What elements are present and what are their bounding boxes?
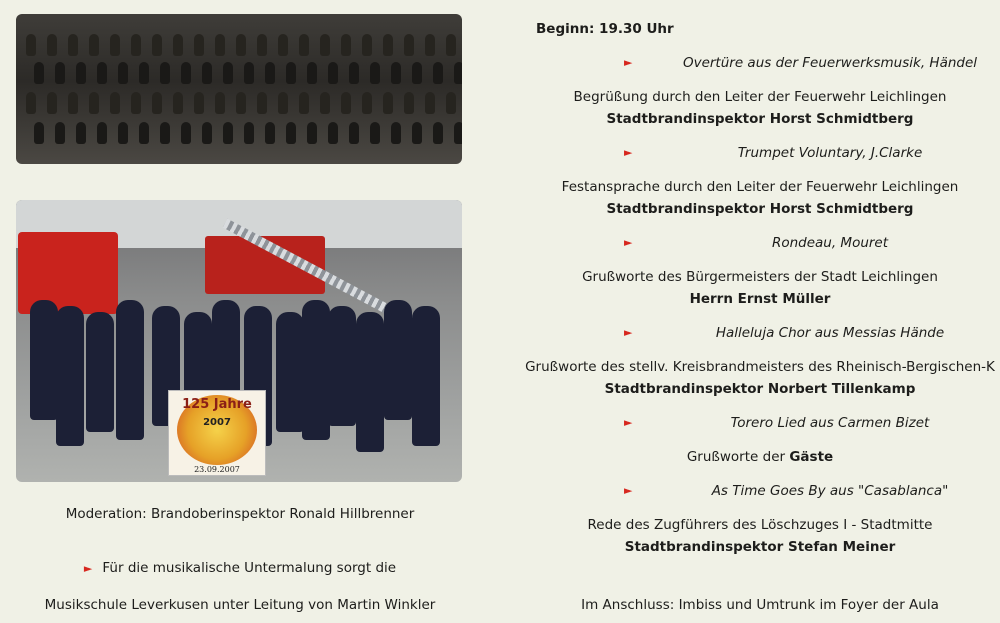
historic-person [454, 62, 462, 84]
historic-person [244, 122, 254, 144]
historic-person [257, 34, 267, 56]
guests-prefix: Grußworte der [686, 449, 790, 465]
historic-person [391, 122, 401, 144]
team-member [328, 306, 356, 426]
historic-person [173, 34, 183, 56]
music-line-1 [0, 560, 480, 576]
historic-person [362, 92, 372, 114]
historic-person [215, 34, 225, 56]
historic-person [383, 92, 393, 114]
team-member [30, 300, 58, 420]
team-member [412, 306, 440, 446]
historic-person [68, 34, 78, 56]
fire-truck [18, 232, 118, 314]
historic-person [265, 62, 275, 84]
guests-bold: Gäste [789, 449, 834, 465]
historic-person [383, 34, 393, 56]
badge-year: 2007 [203, 417, 231, 428]
historic-person [349, 122, 359, 144]
historic-person [47, 92, 57, 114]
historic-person [89, 92, 99, 114]
historic-person [34, 62, 44, 84]
historic-person [55, 122, 65, 144]
historic-person [152, 34, 162, 56]
music-piece: As Time Goes By aus "Casablanca" [711, 483, 949, 499]
historic-person [152, 92, 162, 114]
badge-title: 125 Jahre [182, 397, 252, 412]
historic-person [425, 92, 435, 114]
historic-person [160, 62, 170, 84]
historic-person [446, 92, 456, 114]
historic-person [433, 62, 443, 84]
historic-person [194, 34, 204, 56]
marker-icon: ► [624, 326, 633, 339]
historic-person [76, 122, 86, 144]
marker-icon: ► [624, 56, 633, 69]
music-piece: Rondeau, Mouret [771, 235, 889, 251]
historic-person [139, 62, 149, 84]
music-piece: Overtüre aus der Feuerwerksmusik, Händel [682, 55, 978, 71]
historic-person [131, 34, 141, 56]
historic-person [68, 92, 78, 114]
historic-person [320, 34, 330, 56]
historic-person [181, 122, 191, 144]
historic-person [34, 122, 44, 144]
program-panel [520, 0, 1000, 623]
historic-person [118, 62, 128, 84]
historic-group-photo [16, 14, 462, 164]
guests-line [520, 449, 1000, 465]
music-piece: Torero Lied aus Carmen Bizet [730, 415, 930, 431]
historic-person [131, 92, 141, 114]
historic-person [299, 34, 309, 56]
historic-person [328, 62, 338, 84]
speaker-name: Herrn Ernst Müller [689, 291, 831, 307]
historic-person [412, 122, 422, 144]
team-member [56, 306, 84, 446]
historic-person [341, 92, 351, 114]
speaker-name: Stadtbrandinspektor Horst Schmidtberg [606, 111, 914, 127]
historic-person [194, 92, 204, 114]
historic-person [265, 122, 275, 144]
historic-person [349, 62, 359, 84]
historic-person [286, 62, 296, 84]
team-member [86, 312, 114, 432]
speech-line: Festansprache durch den Leiter der Feuerwehr Leichlingen [561, 179, 959, 195]
historic-person [433, 122, 443, 144]
historic-person [286, 122, 296, 144]
historic-person [278, 34, 288, 56]
historic-person [223, 122, 233, 144]
historic-person [47, 34, 57, 56]
team-member [276, 312, 304, 432]
speaker-name: Stadtbrandinspektor Norbert Tillenkamp [604, 381, 916, 397]
speaker-name: Stadtbrandinspektor Horst Schmidtberg [606, 201, 914, 217]
historic-person [223, 62, 233, 84]
historic-person [202, 122, 212, 144]
historic-person [181, 62, 191, 84]
speech-line: Rede des Zugführers des Löschzuges I - Stadtmitte [587, 517, 933, 533]
speaker-name: Stadtbrandinspektor Stefan Meiner [624, 539, 896, 555]
historic-person [320, 92, 330, 114]
team-member [302, 300, 330, 440]
music-piece: Trumpet Voluntary, J.Clarke [737, 145, 923, 161]
historic-person [97, 122, 107, 144]
speech-line: Grußworte des stellv. Kreisbrandmeisters des Rheinisch-Bergischen-K [525, 359, 995, 375]
historic-person [299, 92, 309, 114]
anniversary-badge [168, 390, 266, 476]
historic-person [110, 34, 120, 56]
historic-person [244, 62, 254, 84]
historic-person [328, 122, 338, 144]
left-panel [0, 0, 480, 623]
historic-person [139, 122, 149, 144]
marker-icon: ► [624, 416, 633, 429]
historic-person [160, 122, 170, 144]
closing-line: Im Anschluss: Imbiss und Umtrunk im Foyer der Aula [581, 597, 939, 613]
historic-person [341, 34, 351, 56]
team-member [116, 300, 144, 440]
music-piece: Halleluja Chor aus Messias Hände [715, 325, 945, 341]
historic-person [215, 92, 225, 114]
historic-person [278, 92, 288, 114]
music-text-1: Für die musikalische Untermalung sorgt die [102, 560, 397, 576]
historic-person [89, 34, 99, 56]
historic-person [118, 122, 128, 144]
marker-icon: ► [83, 562, 93, 575]
historic-person [307, 62, 317, 84]
team-member [384, 300, 412, 420]
historic-person [391, 62, 401, 84]
historic-person [236, 92, 246, 114]
historic-person [26, 34, 36, 56]
historic-person [412, 62, 422, 84]
marker-icon: ► [624, 236, 633, 249]
historic-person [454, 122, 462, 144]
historic-person [307, 122, 317, 144]
historic-person [76, 62, 86, 84]
historic-person [97, 62, 107, 84]
historic-person [425, 34, 435, 56]
historic-person [202, 62, 212, 84]
historic-person [26, 92, 36, 114]
marker-icon: ► [624, 146, 633, 159]
team-member [356, 312, 384, 452]
moderation-line: Moderation: Brandoberinspektor Ronald Hillbrenner [65, 506, 415, 522]
historic-person [370, 122, 380, 144]
speech-line: Grußworte des Bürgermeisters der Stadt Leichlingen [582, 269, 938, 285]
historic-person [446, 34, 456, 56]
music-line-2: Musikschule Leverkusen unter Leitung von Martin Winkler [44, 597, 436, 613]
historic-person [362, 34, 372, 56]
historic-person [257, 92, 267, 114]
historic-person [404, 34, 414, 56]
marker-icon: ► [624, 484, 633, 497]
badge-date: 23.09.2007 [194, 465, 240, 474]
historic-person [404, 92, 414, 114]
begin-time: Beginn: 19.30 Uhr [536, 21, 674, 37]
speech-line: Begrüßung durch den Leiter der Feuerwehr Leichlingen [573, 89, 947, 105]
historic-person [110, 92, 120, 114]
historic-person [173, 92, 183, 114]
historic-person [55, 62, 65, 84]
historic-person [236, 34, 246, 56]
historic-person [370, 62, 380, 84]
